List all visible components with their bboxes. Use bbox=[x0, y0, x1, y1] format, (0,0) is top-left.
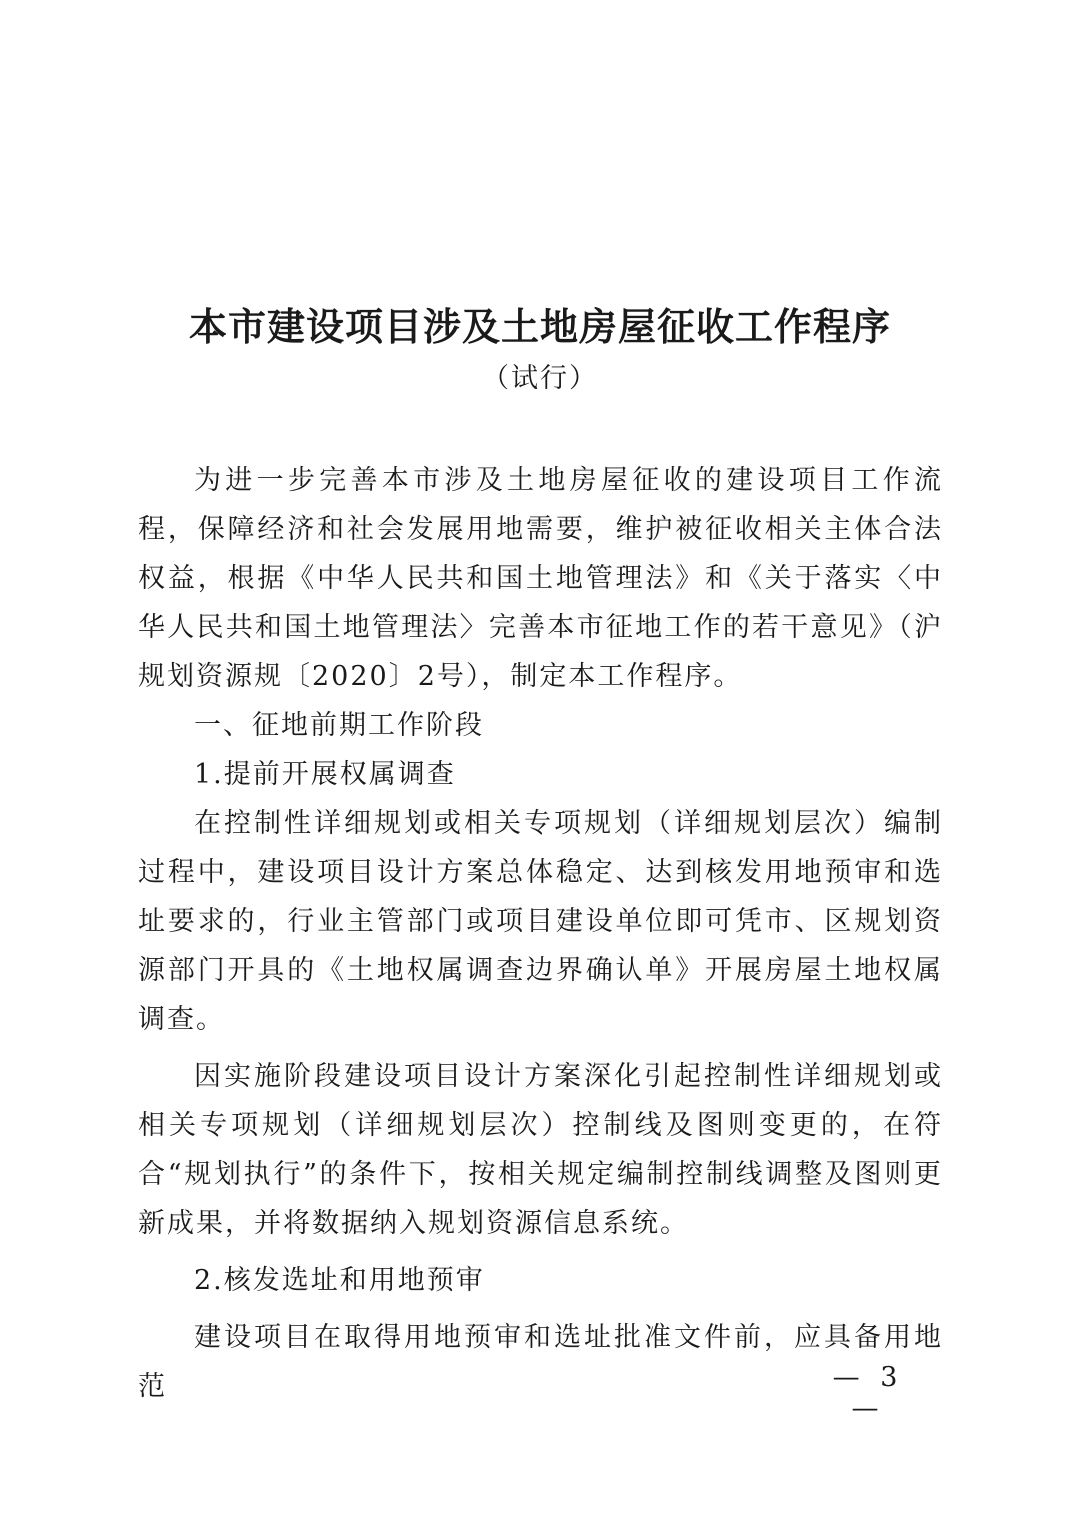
body-paragraph: 建设项目在取得用地预审和选址批准文件前，应具备用地范 bbox=[138, 1322, 943, 1402]
body-paragraph: 在控制性详细规划或相关专项规划（详细规划层次）编制过程中，建设项目设计方案总体稳定、达到核发用地预审和选址要求的，行业主管部门或项目建设单位即可凭市、区规划资源部门开具的《土地权属调查边界确认单》开展房屋土地权属调查。 bbox=[138, 808, 943, 1035]
body-paragraph: 因实施阶段建设项目设计方案深化引起控制性详细规划或相关专项规划（详细规划层次）控制线及图则变更的，在符合“规划执行”的条件下，按相关规定编制控制线调整及图则更新成果，并将数据纳入规划资源信息系统。 bbox=[138, 1061, 943, 1239]
document-body bbox=[138, 456, 943, 1411]
page-title: 本市建设项目涉及土地房屋征收工作程序 bbox=[188, 305, 891, 349]
subsection-heading-2: 2.核发选址和用地预审 bbox=[194, 1265, 485, 1296]
subsection-heading-1: 1.提前开展权属调查 bbox=[194, 759, 456, 790]
intro-paragraph: 为进一步完善本市涉及土地房屋征收的建设项目工作流程，保障经济和社会发展用地需要，维护被征收相关主体合法权益，根据《中华人民共和国土地管理法》和《关于落实〈中华人民共和国土地管理法〉完善本市征地工作的若干意见》（沪规划资源规〔2020〕2号），制定本工作程序。 bbox=[138, 465, 943, 692]
section-heading-1: 一、征地前期工作阶段 bbox=[194, 710, 484, 741]
paragraph-gap bbox=[138, 1248, 943, 1256]
paragraph-gap bbox=[138, 1305, 943, 1313]
page-number: — 3 — bbox=[832, 1362, 904, 1424]
paragraph-gap bbox=[138, 1044, 943, 1052]
page-subtitle: （试行） bbox=[482, 363, 598, 394]
